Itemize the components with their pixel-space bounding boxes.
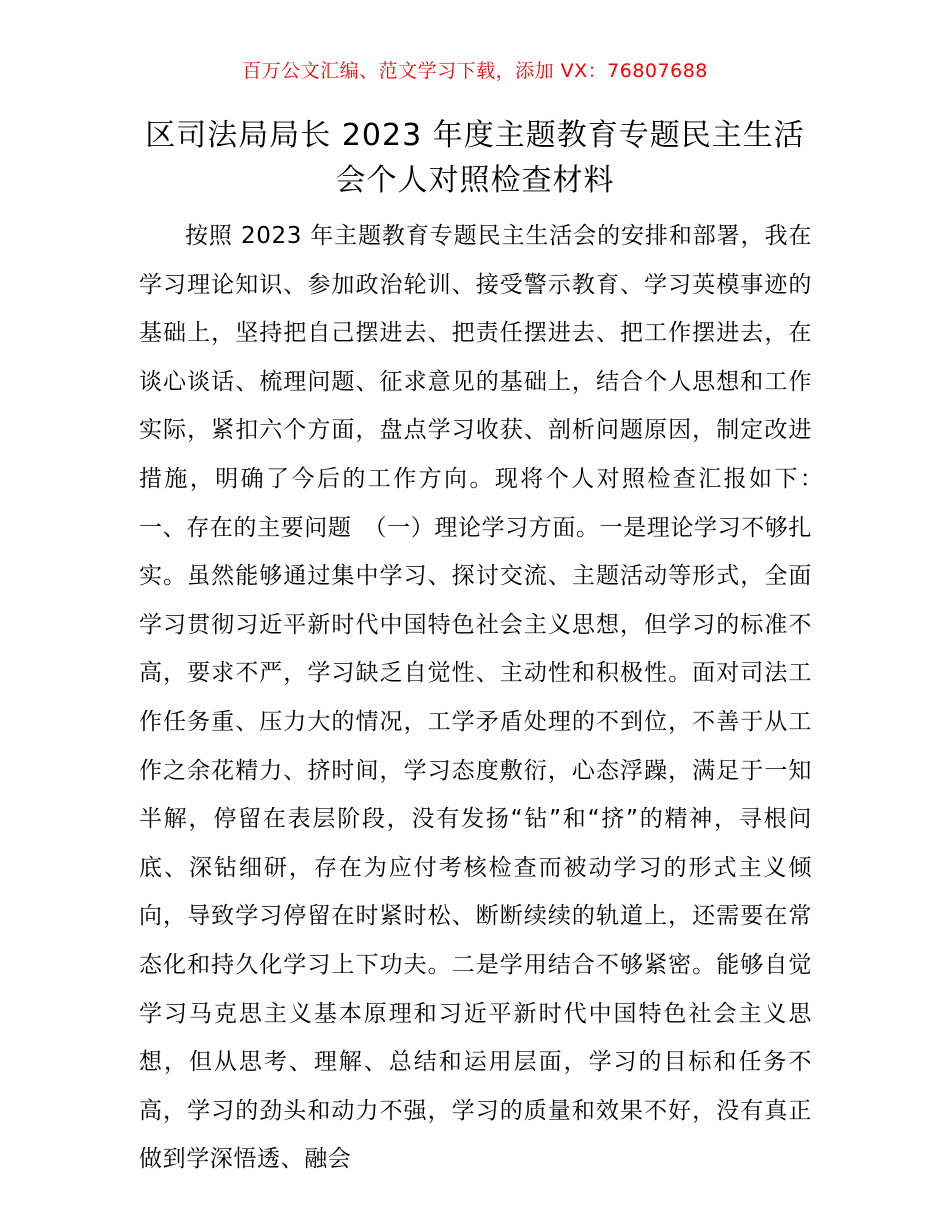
header-watermark-note: 百万公文汇编、范文学习下载，添加 VX：76807688 bbox=[242, 60, 708, 82]
document-body-paragraph: 按照 2023 年主题教育专题民主生活会的安排和部署，我在学习理论知识、参加政治轮训、接受警示教育、学习英模事迹的基础上，坚持把自己摆进去、把责任摆进去、把工作摆进去，在谈心谈话、梳理问题、征求意见的基础上，结合个人思想和工作实际，紧扣六个方面，盘点学习收获、剖析问题原因，制定改进措施，明确了今后的工作方向。现将个人对照检查汇报如下： 一、存在的主要问题 （一）理论学习方面。一是理论学习不够扎实。虽然能够通过集中学习、探讨交流、主题活动等形式，全面学习贯彻习近平新时代中国特色社会主义思想，但学习的标准不高，要求不严，学习缺乏自觉性、主动性和积极性。面对司法工作任务重、压力大的情况，工学矛盾处理的不到位，不善于从工作之余花精力、挤时间，学习态度敷衍，心态浮躁，满足于一知半解，停留在表层阶段，没有发扬“钻”和“挤”的精神，寻根问底、深钻细研，存在为应付考核检查而被动学习的形式主义倾向，导致学习停留在时紧时松、断断续续的轨道上，还需要在常态化和持久化学习上下功夫。二是学用结合不够紧密。能够自觉学习马克思主义基本原理和习近平新时代中国特色社会主义思想，但从思考、理解、总结和运用层面，学习的目标和任务不高，学习的劲头和动力不强，学习的质量和效果不好，没有真正做到学深悟透、融会 bbox=[139, 223, 836, 1173]
document-title: 区司法局局长 2023 年度主题教育专题民主生活会个人对照检查材料 bbox=[145, 118, 805, 198]
